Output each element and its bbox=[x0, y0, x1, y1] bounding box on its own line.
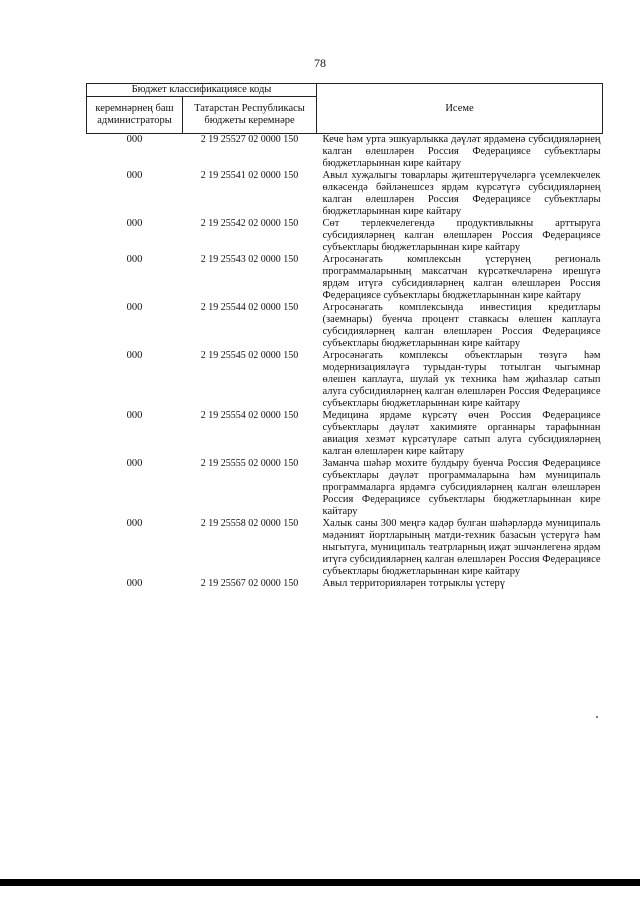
admin-code-cell: 000 bbox=[126, 134, 143, 145]
name-cell: Авыл территорияләрен тотрыклы үстерү bbox=[322, 578, 506, 589]
admin-code-cell: 000 bbox=[126, 254, 143, 265]
table-row bbox=[87, 254, 603, 302]
revenue-code-cell: 2 19 25545 02 0000 150 bbox=[200, 350, 299, 361]
header-revenue-column: Татарстан Республикасы бюджеты керемнәре bbox=[183, 97, 317, 134]
margin-mark bbox=[596, 716, 598, 718]
header-group-cell: Бюджет классификациясе коды bbox=[87, 84, 317, 97]
admin-code-cell: 000 bbox=[126, 410, 143, 421]
name-cell: Сөт терлекчелегендә продуктивлыкны арттыруга субсидияләрнең калган өлешләрен Россия Федерациясе субъектлары бюджетларыннан кире кайтару bbox=[322, 218, 601, 253]
name-cell: Агросәнәгать комплексы объектларын төзүгә һәм модернизацияләүгә турыдан-туры тотылган чыгымнар өлешен каплауга, шулай ук техника һәм җиһазлар сатып алуга субсидияләрнең калган өлешләрен Россия Федерациясе субъектлары бюджетларыннан кире кайтару bbox=[322, 350, 601, 409]
revenue-code-cell: 2 19 25555 02 0000 150 bbox=[200, 458, 299, 469]
admin-code-cell: 000 bbox=[126, 218, 143, 229]
budget-classification-table bbox=[86, 83, 603, 590]
name-cell: Халык саны 300 меңгә кадәр булган шәһәрләрдә муниципаль мәдәният йортларының матди-техник базасын үстерүгә һәм ныгытуга, муниципаль театрларның иҗат эшчәнлегенә ярдәм итүгә субсидияләрнең калган өлешләрен Россия Федерациясе субъектлары бюджетларыннан кире кайтару bbox=[322, 518, 601, 577]
header-admin-column: керемнәрнең баш администраторы bbox=[87, 97, 183, 134]
revenue-code-cell: 2 19 25567 02 0000 150 bbox=[200, 578, 299, 589]
admin-code-cell: 000 bbox=[126, 518, 143, 529]
table-row bbox=[87, 350, 603, 410]
header-group-row bbox=[87, 84, 603, 97]
table-row bbox=[87, 458, 603, 518]
table-body bbox=[87, 134, 603, 591]
header-name-column: Исеме bbox=[317, 84, 603, 134]
table-row bbox=[87, 410, 603, 458]
revenue-code-cell: 2 19 25558 02 0000 150 bbox=[200, 518, 299, 529]
admin-code-cell: 000 bbox=[126, 350, 143, 361]
name-cell: Медицина ярдәме күрсәтү өчен Россия Федерациясе субъектлары дәүләт хакимияте органнары тарафыннан авиация хезмәт күрсәтүләре сатып алуга субсидияләрнең калган өлешләрен кире кайтару bbox=[322, 410, 601, 457]
name-cell: Агросәнәгать комплексын үстерүнең региональ программаларының максатчан күрсәткечләренә ирешүгә ярдәм итүгә субсидияләрнең калган өлешләрен Россия Федерациясе субъектлары бюджетларыннан кире кайтару bbox=[322, 254, 601, 301]
revenue-code-cell: 2 19 25541 02 0000 150 bbox=[200, 170, 299, 181]
admin-code-cell: 000 bbox=[126, 458, 143, 469]
table-row bbox=[87, 134, 603, 171]
name-cell: Авыл хуҗалыгы товарлары җитештерүчеләргә үсемлекчелек өлкәсендә бәйләнешсез ярдәм күрсәтүгә субсидияләрнең калган өлешләрен Россия Федерациясе субъектлары бюджетларыннан кире кайтару bbox=[322, 170, 601, 217]
page-number: 78 bbox=[314, 56, 326, 70]
revenue-code-cell: 2 19 25542 02 0000 150 bbox=[200, 218, 299, 229]
revenue-code-cell: 2 19 25543 02 0000 150 bbox=[200, 254, 299, 265]
admin-code-cell: 000 bbox=[126, 302, 143, 313]
revenue-code-cell: 2 19 25544 02 0000 150 bbox=[200, 302, 299, 313]
table-row bbox=[87, 518, 603, 578]
name-cell: Заманча шәһәр мохите булдыру буенча Россия Федерациясе субъектлары дәүләт программаларына һәм муниципаль программаларга ярдәмгә субсидияләрнең калган өлешләрен Россия Федерациясе субъектлары бюджетларыннан кире кайтару bbox=[322, 458, 601, 517]
scan-bottom-bar bbox=[0, 879, 640, 886]
table-row bbox=[87, 302, 603, 350]
table-row bbox=[87, 170, 603, 218]
revenue-code-cell: 2 19 25527 02 0000 150 bbox=[200, 134, 299, 145]
name-cell: Агросәнәгать комплексында инвестиция кредитлары (заемнары) буенча процент ставкасы өлешен каплауга субсидияләрнең калган өлешләрен Россия Федерациясе субъектлары бюджетларыннан кире кайтару bbox=[322, 302, 601, 349]
admin-code-cell: 000 bbox=[126, 170, 143, 181]
table-row bbox=[87, 218, 603, 254]
revenue-code-cell: 2 19 25554 02 0000 150 bbox=[200, 410, 299, 421]
admin-code-cell: 000 bbox=[126, 578, 143, 589]
name-cell: Кече һәм урта эшкуарлыкка дәүләт ярдәменә субсидияләрнең калган өлешләрен Россия Федерациясе субъектлары бюджетларыннан кире кайтару bbox=[322, 134, 601, 169]
table-row bbox=[87, 578, 603, 590]
